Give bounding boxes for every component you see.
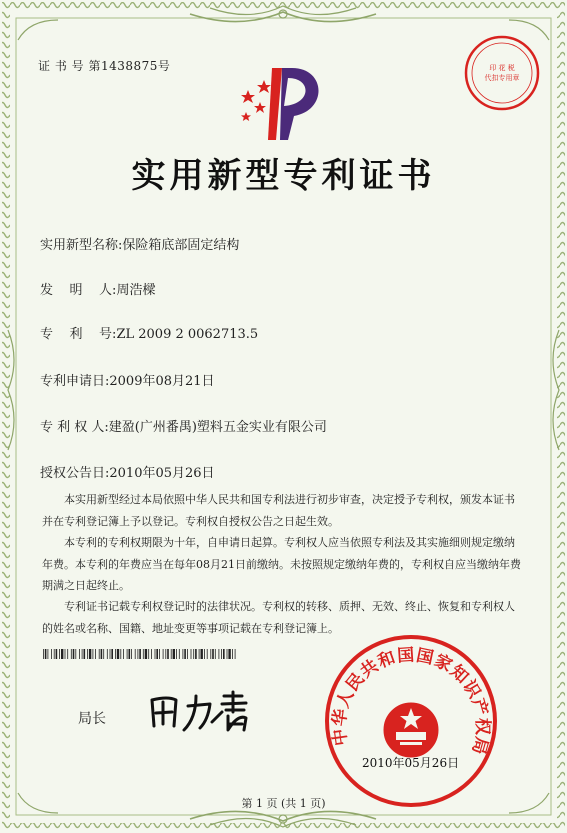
barcode-bar — [201, 649, 203, 659]
barcode-bar — [129, 649, 131, 659]
barcode-bar — [151, 649, 152, 659]
barcode-bar — [135, 649, 136, 659]
barcode-bar — [171, 649, 172, 659]
field-value: 保险箱底部固定结构 — [122, 238, 240, 253]
barcode-bar — [184, 649, 186, 659]
barcode-bar — [84, 649, 86, 659]
barcode-bar — [127, 649, 128, 659]
stamp-duty-seal — [462, 33, 542, 113]
barcode-bar — [221, 649, 222, 659]
barcode-bar — [101, 649, 103, 659]
barcode-bar — [51, 649, 52, 659]
field-value: ZL 2009 2 0062713.5 — [116, 327, 259, 342]
director-title: 局长 — [78, 711, 106, 727]
barcode-bar — [131, 649, 132, 659]
field-utility-model-name — [40, 234, 239, 253]
barcode-bar — [193, 649, 194, 659]
barcode-bar — [117, 649, 119, 659]
barcode-bar — [163, 649, 164, 659]
barcode-bar — [235, 649, 236, 659]
barcode-bar — [207, 649, 208, 659]
svg-text:代扣专用章: 代扣专用章 — [484, 74, 520, 82]
field-label: 发 明 人: — [40, 283, 117, 298]
field-label: 授权公告日: — [40, 466, 110, 481]
svg-text:印 花 税: 印 花 税 — [489, 64, 515, 72]
barcode-bar — [167, 649, 169, 659]
barcode-bar — [71, 649, 72, 659]
certificate-number: 证 书 号 第1438875号 — [38, 59, 171, 73]
barcode-bar — [148, 649, 149, 659]
barcode-bar — [215, 649, 216, 659]
barcode-bar — [75, 649, 76, 659]
barcode-bar — [82, 649, 83, 659]
seal-text: 中华人民共和国国家知识产权局 — [329, 645, 493, 758]
field-value: 2009年08月21日 — [109, 374, 215, 389]
barcode-bar — [79, 649, 80, 659]
barcode-bar — [191, 649, 192, 659]
barcode-bar — [93, 649, 94, 659]
barcode-bar — [99, 649, 100, 659]
barcode-bar — [110, 649, 111, 659]
barcode-bar — [111, 649, 113, 659]
barcode-bar — [123, 649, 124, 659]
patent-office-logo — [236, 60, 336, 142]
field-label: 专利申请日: — [40, 374, 110, 389]
barcode-bar — [204, 649, 205, 659]
barcode-bar — [227, 649, 228, 659]
field-application-date — [40, 370, 215, 389]
barcode-bar — [48, 649, 49, 659]
seal-date: 2010年05月26日 — [362, 756, 460, 770]
barcode-bar — [212, 649, 214, 659]
field-label: 专 利 权 人: — [40, 420, 109, 435]
barcode-bar — [87, 649, 88, 659]
barcode-bar — [138, 649, 139, 659]
barcode-bar — [232, 649, 233, 659]
barcode-bar — [54, 649, 55, 659]
barcode-bar — [176, 649, 177, 659]
barcode-bar — [228, 649, 230, 659]
barcode-bar — [173, 649, 175, 659]
barcode-bar — [73, 649, 75, 659]
barcode-bar — [156, 649, 158, 659]
field-label: 专 利 号: — [40, 327, 117, 342]
barcode-bar — [139, 649, 141, 659]
barcode-bar — [59, 649, 60, 659]
barcode-bar — [145, 649, 147, 659]
barcode-bar — [183, 649, 184, 659]
director-signature — [146, 688, 266, 734]
statement-paragraph: 本实用新型经过本局依照中华人民共和国专利法进行初步审查，决定授予专利权，颁发本证书并在专利登记簿上予以登记。专利权自授权公告之日起生效。 — [42, 493, 515, 528]
barcode-bar — [195, 649, 197, 659]
barcode-bar — [159, 649, 160, 659]
field-inventor — [40, 279, 155, 298]
barcode-bar — [89, 649, 91, 659]
field-value: 周浩樑 — [116, 283, 156, 298]
field-value: 建盈(广州番禺)塑料五金实业有限公司 — [108, 420, 327, 435]
barcode-bar — [179, 649, 180, 659]
page-footer: 第 1 页 (共 1 页) — [241, 797, 326, 810]
barcode-bar — [120, 649, 121, 659]
barcode-bar — [61, 649, 63, 659]
barcode-bar — [210, 649, 211, 659]
field-value: 2010年05月26日 — [109, 466, 215, 481]
national-ip-office-seal — [322, 632, 500, 810]
barcode-bar — [43, 649, 44, 659]
barcode-bar — [155, 649, 156, 659]
field-grant-date — [40, 462, 215, 481]
barcode-bar — [103, 649, 104, 659]
barcode-bar — [143, 649, 144, 659]
field-label: 实用新型名称: — [40, 238, 123, 253]
barcode-bar — [67, 649, 68, 659]
barcode-bar — [165, 649, 166, 659]
document-title: 实用新型专利证书 — [131, 156, 436, 196]
barcode-bar — [223, 649, 225, 659]
barcode-bar — [45, 649, 47, 659]
field-patent-number — [40, 323, 258, 342]
statement-paragraph: 专利证书记载专利权登记时的法律状况。专利权的转移、质押、无效、终止、恢复和专利权人的姓名或名称、国籍、地址变更等事项记载在专利登记簿上。 — [42, 600, 515, 635]
barcode-bar — [219, 649, 220, 659]
barcode-bar — [107, 649, 108, 659]
field-patentee — [40, 416, 327, 435]
statement-paragraph: 本专利的专利权期限为十年，自申请日起算。专利权人应当依照专利法及其实施细则规定缴纳年费。本专利的年费应当在每年08月21日前缴纳。未按照规定缴纳年费的，专利权自应当缴纳年费期满之日起终止。 — [42, 536, 521, 592]
barcode — [43, 649, 238, 659]
barcode-bar — [199, 649, 200, 659]
barcode-bar — [56, 649, 58, 659]
barcode-bar — [95, 649, 96, 659]
barcode-bar — [115, 649, 116, 659]
barcode-bar — [65, 649, 66, 659]
barcode-bar — [187, 649, 188, 659]
